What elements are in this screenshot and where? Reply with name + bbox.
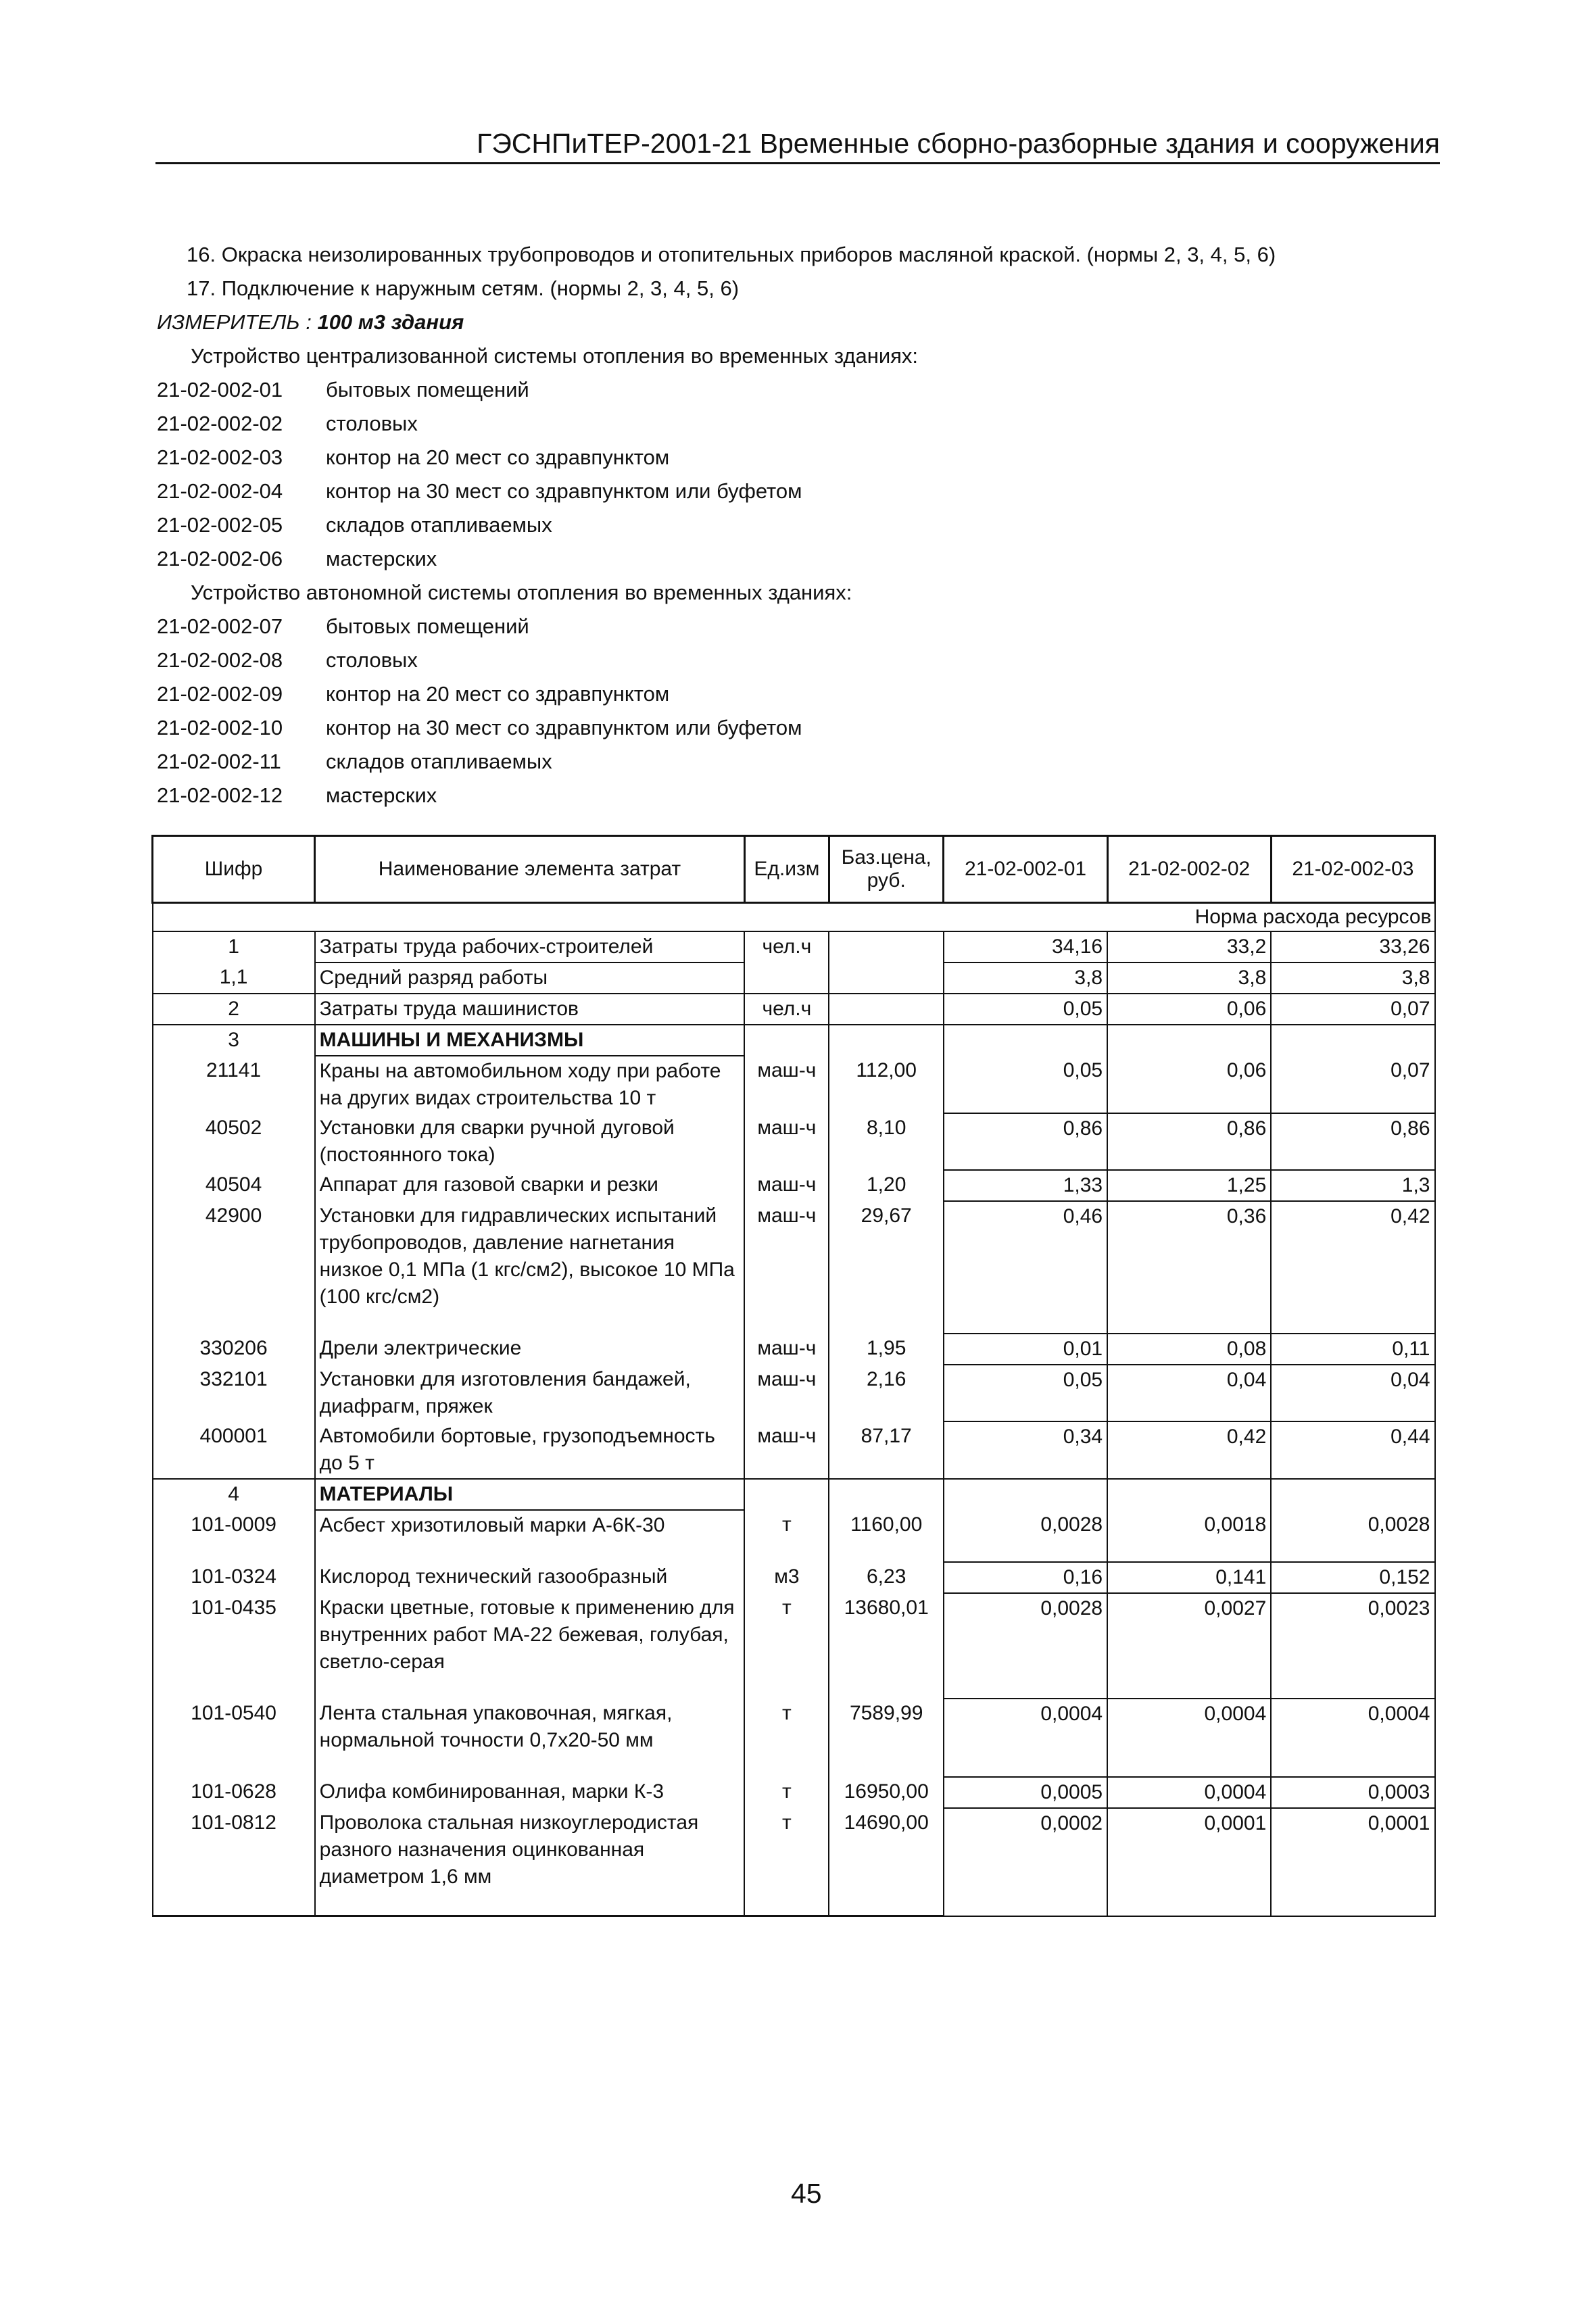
cell-value <box>1271 1025 1434 1056</box>
cell-name: Краны на автомобильном ходу при работе на других видах строительства 10 т <box>315 1056 745 1113</box>
cell-unit: т <box>744 1510 829 1562</box>
cell-code: 1 <box>153 931 315 962</box>
cell-name: Установки для гидравлических испытаний трубопроводов, давление нагнетания низкое 0,1 МПа (1 кгс/см2), высокое 10 МПа (100 кгс/см2) <box>315 1201 745 1334</box>
table-row <box>153 1056 1435 1113</box>
cell-value: 0,0028 <box>944 1510 1107 1562</box>
cell-name: Установки для сварки ручной дуговой (постоянного тока) <box>315 1113 745 1170</box>
cell-price: 2,16 <box>829 1365 944 1421</box>
header-name: Наименование элемента затрат <box>315 836 745 903</box>
cell-price: 1160,00 <box>829 1510 944 1562</box>
cell-name: Аппарат для газовой сварки и резки <box>315 1170 745 1201</box>
cell-price: 14690,00 <box>829 1808 944 1916</box>
cell-value: 0,0005 <box>944 1777 1107 1808</box>
cell-value <box>1107 1479 1271 1510</box>
cell-name: Асбест хризотиловый марки А-6К-30 <box>315 1510 745 1562</box>
cell-code: 40502 <box>153 1113 315 1170</box>
cell-code: 101-0628 <box>153 1777 315 1808</box>
entry-text: столовых <box>326 648 418 672</box>
cell-unit <box>744 1025 829 1056</box>
cell-name: Кислород технический газообразный <box>315 1562 745 1593</box>
cell-value: 0,86 <box>944 1113 1107 1170</box>
entry-text: контор на 20 мест со здравпунктом <box>326 682 670 706</box>
cell-price <box>829 1479 944 1510</box>
resource-norms-table <box>151 835 1436 1917</box>
entry-code: 21-02-002-05 <box>157 513 283 537</box>
cell-value: 0,141 <box>1107 1562 1271 1593</box>
table-row <box>153 1170 1435 1201</box>
cell-unit: чел.ч <box>744 994 829 1025</box>
header-col: 21-02-002-03 <box>1271 836 1434 903</box>
norm-label-row <box>153 903 1435 932</box>
cell-code: 330206 <box>153 1334 315 1365</box>
cell-value: 0,42 <box>1271 1201 1434 1334</box>
group-entry <box>157 711 1428 745</box>
group-entry <box>157 610 1428 643</box>
cell-value: 0,0027 <box>1107 1593 1271 1699</box>
table-row <box>153 1808 1435 1916</box>
table-row <box>153 1421 1435 1479</box>
page-header <box>155 126 1440 164</box>
table-row <box>153 1334 1435 1365</box>
cell-unit <box>744 962 829 994</box>
entry-code: 21-02-002-04 <box>157 479 283 503</box>
cell-value: 1,33 <box>944 1170 1107 1201</box>
cell-unit: маш-ч <box>744 1201 829 1334</box>
cell-name: Краски цветные, готовые к применению для внутренних работ МА-22 бежевая, голубая, светло-серая <box>315 1593 745 1699</box>
entry-code: 21-02-002-02 <box>157 412 283 435</box>
cell-code: 101-0435 <box>153 1593 315 1699</box>
meter-value: 100 м3 здания <box>317 310 464 334</box>
group-entry <box>157 441 1428 474</box>
cell-value: 0,0004 <box>1107 1777 1271 1808</box>
cell-name: Затраты труда рабочих-строителей <box>315 931 745 962</box>
page-number: 45 <box>791 2178 822 2209</box>
cell-value: 0,42 <box>1107 1421 1271 1479</box>
cell-name: Дрели электрические <box>315 1334 745 1365</box>
group-entry <box>157 745 1428 779</box>
cell-price <box>829 994 944 1025</box>
cell-price: 29,67 <box>829 1201 944 1334</box>
cell-value <box>944 1025 1107 1056</box>
cell-value: 3,8 <box>944 962 1107 994</box>
table-row <box>153 1479 1435 1510</box>
cell-value <box>1107 1025 1271 1056</box>
cell-value: 0,05 <box>944 994 1107 1025</box>
cell-value: 3,8 <box>1271 962 1434 994</box>
group-entry <box>157 407 1428 441</box>
cell-name: Средний разряд работы <box>315 962 745 994</box>
cell-price: 7589,99 <box>829 1699 944 1777</box>
entry-code: 21-02-002-03 <box>157 445 283 469</box>
cell-value: 1,25 <box>1107 1170 1271 1201</box>
cell-price: 1,95 <box>829 1334 944 1365</box>
cell-unit: маш-ч <box>744 1421 829 1479</box>
cell-value: 0,44 <box>1271 1421 1434 1479</box>
header-unit: Ед.изм <box>744 836 829 903</box>
cell-value: 0,07 <box>1271 994 1434 1025</box>
cell-unit: т <box>744 1808 829 1916</box>
cell-unit: маш-ч <box>744 1113 829 1170</box>
header-col: 21-02-002-02 <box>1107 836 1271 903</box>
table-row <box>153 1113 1435 1170</box>
cell-value: 0,0018 <box>1107 1510 1271 1562</box>
cell-value: 33,26 <box>1271 931 1434 962</box>
cell-price: 87,17 <box>829 1421 944 1479</box>
group-entry <box>157 474 1428 508</box>
intro-item: 17. Подключение к наружным сетям. (нормы 2, 3, 4, 5, 6) <box>187 276 740 300</box>
cell-price: 1,20 <box>829 1170 944 1201</box>
cell-code: 101-0324 <box>153 1562 315 1593</box>
entry-text: контор на 30 мест со здравпунктом или буфетом <box>326 716 802 739</box>
cell-value: 0,86 <box>1271 1113 1434 1170</box>
cell-value: 0,06 <box>1107 1056 1271 1113</box>
cell-price <box>829 962 944 994</box>
cell-price: 8,10 <box>829 1113 944 1170</box>
cell-price: 112,00 <box>829 1056 944 1113</box>
cell-code: 42900 <box>153 1201 315 1334</box>
norm-label: Норма расхода ресурсов <box>944 903 1435 932</box>
table-row <box>153 1201 1435 1334</box>
cell-code: 2 <box>153 994 315 1025</box>
entry-text: мастерских <box>326 783 437 807</box>
cell-value: 0,152 <box>1271 1562 1434 1593</box>
cell-code: 332101 <box>153 1365 315 1421</box>
cell-code: 40504 <box>153 1170 315 1201</box>
group-entry <box>157 779 1428 812</box>
group-entry <box>157 373 1428 407</box>
table-header-row <box>153 836 1435 903</box>
cell-value: 0,0004 <box>1271 1699 1434 1777</box>
entry-text: бытовых помещений <box>326 614 529 638</box>
table-row <box>153 1777 1435 1808</box>
cell-name: Проволока стальная низкоуглеродистая разного назначения оцинкованная диаметром 1,6 мм <box>315 1808 745 1916</box>
cell-unit: маш-ч <box>744 1056 829 1113</box>
cell-value: 1,3 <box>1271 1170 1434 1201</box>
entry-code: 21-02-002-06 <box>157 547 283 570</box>
page-title: ГЭСНПиТЕР-2001-21 Временные сборно-разборные здания и сооружения <box>477 128 1440 159</box>
cell-unit: м3 <box>744 1562 829 1593</box>
entry-code: 21-02-002-07 <box>157 614 283 638</box>
intro-item: 16. Окраска неизолированных трубопроводов и отопительных приборов масляной краской. (нормы 2, 3, 4, 5, 6) <box>187 243 1276 266</box>
cell-name: Автомобили бортовые, грузоподъемность до 5 т <box>315 1421 745 1479</box>
cell-value: 0,11 <box>1271 1334 1434 1365</box>
cell-value: 0,0001 <box>1271 1808 1434 1916</box>
cell-value: 0,05 <box>944 1056 1107 1113</box>
cell-value: 0,0002 <box>944 1808 1107 1916</box>
entry-code: 21-02-002-11 <box>157 750 281 773</box>
cell-value: 0,0028 <box>1271 1510 1434 1562</box>
header-code: Шифр <box>153 836 315 903</box>
cell-value: 0,0023 <box>1271 1593 1434 1699</box>
cell-name: МАШИНЫ И МЕХАНИЗМЫ <box>315 1025 745 1056</box>
cell-code: 101-0812 <box>153 1808 315 1916</box>
cell-code: 101-0009 <box>153 1510 315 1562</box>
entry-code: 21-02-002-12 <box>157 783 283 807</box>
cell-unit: маш-ч <box>744 1365 829 1421</box>
header-price: Баз.цена, руб. <box>829 836 944 903</box>
group-entry <box>157 677 1428 711</box>
cell-price: 6,23 <box>829 1562 944 1593</box>
cell-unit: чел.ч <box>744 931 829 962</box>
cell-value: 0,16 <box>944 1562 1107 1593</box>
cell-name: Олифа комбинированная, марки К-3 <box>315 1777 745 1808</box>
header-col: 21-02-002-01 <box>944 836 1107 903</box>
table-row <box>153 1699 1435 1777</box>
table-row <box>153 1593 1435 1699</box>
cell-value: 0,36 <box>1107 1201 1271 1334</box>
cell-code: 1,1 <box>153 962 315 994</box>
cell-price <box>829 931 944 962</box>
entry-text: мастерских <box>326 547 437 570</box>
cell-name: Установки для изготовления бандажей, диафрагм, пряжек <box>315 1365 745 1421</box>
cell-value: 0,04 <box>1107 1365 1271 1421</box>
cell-value: 0,06 <box>1107 994 1271 1025</box>
cell-name: МАТЕРИАЛЫ <box>315 1479 745 1510</box>
cell-value: 0,01 <box>944 1334 1107 1365</box>
cell-price: 13680,01 <box>829 1593 944 1699</box>
cell-unit: маш-ч <box>744 1170 829 1201</box>
group-title: Устройство централизованной системы отопления во временных зданиях: <box>191 344 919 368</box>
table-row <box>153 931 1435 962</box>
cell-unit <box>744 1479 829 1510</box>
cell-value: 0,08 <box>1107 1334 1271 1365</box>
meter-line <box>157 306 1428 339</box>
cell-value: 0,0003 <box>1271 1777 1434 1808</box>
cell-code: 4 <box>153 1479 315 1510</box>
entry-code: 21-02-002-08 <box>157 648 283 672</box>
entry-text: бытовых помещений <box>326 378 529 401</box>
cell-unit: т <box>744 1699 829 1777</box>
cell-value: 0,46 <box>944 1201 1107 1334</box>
cell-name: Затраты труда машинистов <box>315 994 745 1025</box>
entry-code: 21-02-002-10 <box>157 716 283 739</box>
entry-text: контор на 30 мест со здравпунктом или буфетом <box>326 479 802 503</box>
intro-section <box>157 238 1428 812</box>
cell-value: 3,8 <box>1107 962 1271 994</box>
cell-price <box>829 1025 944 1056</box>
group-entry <box>157 643 1428 677</box>
cell-value: 0,0004 <box>944 1699 1107 1777</box>
cell-value: 0,05 <box>944 1365 1107 1421</box>
cell-value: 0,04 <box>1271 1365 1434 1421</box>
table-row <box>153 1025 1435 1056</box>
table-row <box>153 1510 1435 1562</box>
entry-text: складов отапливаемых <box>326 513 552 537</box>
cell-unit: т <box>744 1777 829 1808</box>
entry-text: столовых <box>326 412 418 435</box>
group-entry <box>157 508 1428 542</box>
cell-value: 33,2 <box>1107 931 1271 962</box>
cell-value: 0,0028 <box>944 1593 1107 1699</box>
cell-value: 0,07 <box>1271 1056 1434 1113</box>
group-entry <box>157 542 1428 576</box>
table-row <box>153 962 1435 994</box>
entry-code: 21-02-002-09 <box>157 682 283 706</box>
cell-value: 0,34 <box>944 1421 1107 1479</box>
entry-text: складов отапливаемых <box>326 750 552 773</box>
table-row <box>153 1562 1435 1593</box>
cell-value <box>944 1479 1107 1510</box>
group-title: Устройство автономной системы отопления во временных зданиях: <box>191 581 852 604</box>
cell-price: 16950,00 <box>829 1777 944 1808</box>
table-row <box>153 1365 1435 1421</box>
meter-label: ИЗМЕРИТЕЛЬ : <box>157 310 312 334</box>
cell-code: 3 <box>153 1025 315 1056</box>
cell-unit: маш-ч <box>744 1334 829 1365</box>
cell-code: 101-0540 <box>153 1699 315 1777</box>
cell-code: 400001 <box>153 1421 315 1479</box>
cell-unit: т <box>744 1593 829 1699</box>
cell-code: 21141 <box>153 1056 315 1113</box>
cell-value: 0,0004 <box>1107 1699 1271 1777</box>
cell-value <box>1271 1479 1434 1510</box>
cell-name: Лента стальная упаковочная, мягкая, нормальной точности 0,7х20-50 мм <box>315 1699 745 1777</box>
table-row <box>153 994 1435 1025</box>
cell-value: 0,86 <box>1107 1113 1271 1170</box>
entry-text: контор на 20 мест со здравпунктом <box>326 445 670 469</box>
cell-value: 34,16 <box>944 931 1107 962</box>
entry-code: 21-02-002-01 <box>157 378 283 401</box>
cell-value: 0,0001 <box>1107 1808 1271 1916</box>
